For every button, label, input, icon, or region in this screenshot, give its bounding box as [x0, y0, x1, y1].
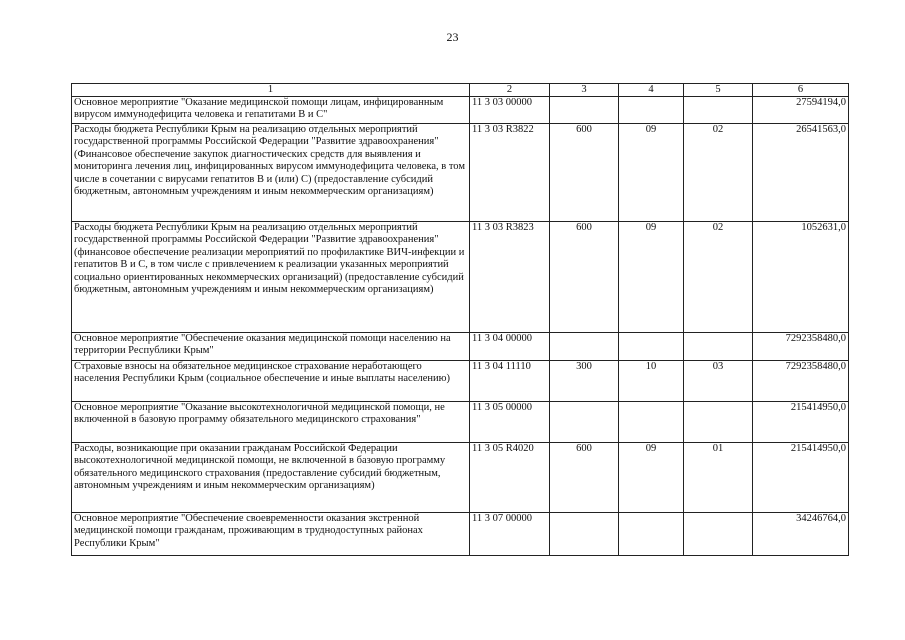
row-section: 09 [619, 124, 684, 222]
row-expense-type: 600 [550, 124, 619, 222]
row-section [619, 97, 684, 124]
page-number: 23 [446, 30, 459, 44]
row-name: Страховые взносы на обязательное медицинское страхование неработающего населения Республики Крым (социальное обеспечение и иные выплаты населению) [72, 361, 470, 402]
row-amount: 34246764,0 [753, 513, 849, 556]
table-header-row [72, 84, 849, 97]
row-section [619, 333, 684, 361]
row-amount: 1052631,0 [753, 222, 849, 333]
row-expense-type: 600 [550, 222, 619, 333]
row-expense-type: 600 [550, 443, 619, 513]
table-row [72, 222, 849, 333]
column-header: 2 [470, 84, 550, 97]
row-subsection: 02 [684, 124, 753, 222]
row-expense-type: 300 [550, 361, 619, 402]
table-row [72, 402, 849, 443]
row-amount: 27594194,0 [753, 97, 849, 124]
row-target-code: 11 3 05 R4020 [470, 443, 550, 513]
table-row [72, 97, 849, 124]
row-name: Основное мероприятие "Оказание высокотехнологичной медицинской помощи, не включенной в базовую программу обязательного медицинского страхования" [72, 402, 470, 443]
table-row [72, 333, 849, 361]
row-amount: 215414950,0 [753, 402, 849, 443]
row-amount: 26541563,0 [753, 124, 849, 222]
row-expense-type [550, 513, 619, 556]
table-row [72, 124, 849, 222]
column-header: 1 [72, 84, 470, 97]
table-row [72, 513, 849, 556]
table-row [72, 361, 849, 402]
row-subsection: 02 [684, 222, 753, 333]
row-amount: 7292358480,0 [753, 361, 849, 402]
row-target-code: 11 3 03 R3822 [470, 124, 550, 222]
row-target-code: 11 3 03 00000 [470, 97, 550, 124]
column-header: 4 [619, 84, 684, 97]
row-subsection: 01 [684, 443, 753, 513]
row-section [619, 402, 684, 443]
row-subsection: 03 [684, 361, 753, 402]
row-target-code: 11 3 03 R3823 [470, 222, 550, 333]
column-header: 3 [550, 84, 619, 97]
row-target-code: 11 3 04 00000 [470, 333, 550, 361]
row-name: Расходы бюджета Республики Крым на реализацию отдельных мероприятий государственной программы Российской Федерации "Развитие здравоохранения" (финансовое обеспечение реализации мероприятий по профилактике ВИЧ-инфекции и гепатитов В и С, в том числе с привлечением к реализации указанных мероприятий социально ориентированных некоммерческих организаций) (предоставление субсидий бюджетным, автономным учреждениям и иным некоммерческим организациям) [72, 222, 470, 333]
row-name: Расходы, возникающие при оказании гражданам Российской Федерации высокотехнологичной медицинской помощи, не включенной в базовую программу обязательного медицинского страхования (предоставление субсидий бюджетным, автономным учреждениям и иным некоммерческим организациям) [72, 443, 470, 513]
row-target-code: 11 3 05 00000 [470, 402, 550, 443]
row-subsection [684, 513, 753, 556]
row-section [619, 513, 684, 556]
row-section: 10 [619, 361, 684, 402]
row-section: 09 [619, 443, 684, 513]
row-amount: 215414950,0 [753, 443, 849, 513]
row-expense-type [550, 333, 619, 361]
row-name: Основное мероприятие "Обеспечение своевременности оказания экстренной медицинской помощи гражданам, проживающим в труднодоступных районах Республики Крым" [72, 513, 470, 556]
table-row [72, 443, 849, 513]
row-expense-type [550, 402, 619, 443]
row-target-code: 11 3 07 00000 [470, 513, 550, 556]
column-header: 5 [684, 84, 753, 97]
budget-table [71, 83, 849, 556]
row-expense-type [550, 97, 619, 124]
row-subsection [684, 97, 753, 124]
row-section: 09 [619, 222, 684, 333]
row-name: Основное мероприятие "Обеспечение оказания медицинской помощи населению на территории Республики Крым" [72, 333, 470, 361]
row-subsection [684, 402, 753, 443]
row-target-code: 11 3 04 11110 [470, 361, 550, 402]
row-amount: 7292358480,0 [753, 333, 849, 361]
row-name: Основное мероприятие "Оказание медицинской помощи лицам, инфицированным вирусом иммунодефицита человека и гепатитами В и С" [72, 97, 470, 124]
row-name: Расходы бюджета Республики Крым на реализацию отдельных мероприятий государственной программы Российской Федерации "Развитие здравоохранения" (Финансовое обеспечение закупок диагностических средств для выявления и мониторинга лечения лиц, инфицированных вирусом иммунодефицита человека, в том числе в сочетании с вирусами гепатитов В и (или) С) (предоставление субсидий бюджетным, автономным учреждениям и иным некоммерческим организациям) [72, 124, 470, 222]
column-header: 6 [753, 84, 849, 97]
row-subsection [684, 333, 753, 361]
